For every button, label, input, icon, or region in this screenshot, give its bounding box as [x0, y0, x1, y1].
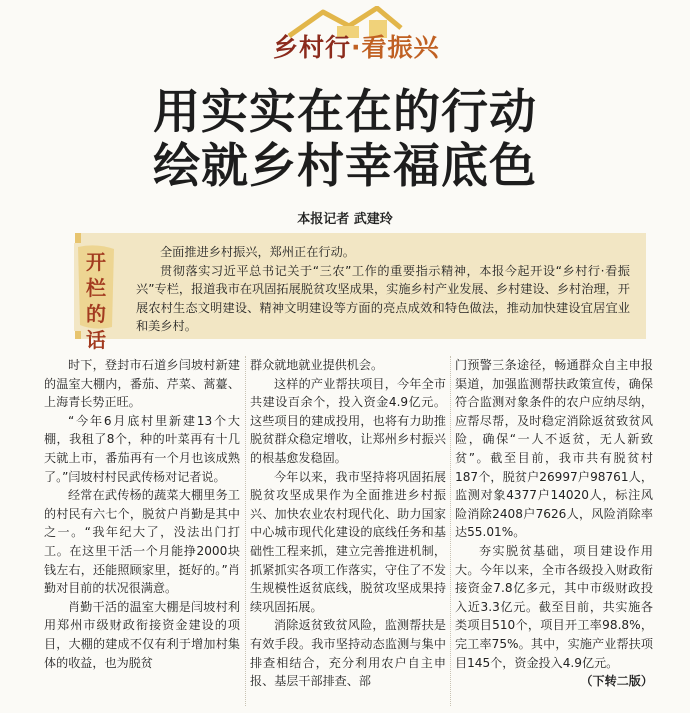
body-paragraph: 肖勤干活的温室大棚是闫坡村利用郑州市级财政衔接资金建设的项目，大棚的建成不仅有利于增加村集体的收益，也为脱贫: [44, 599, 240, 670]
intro-tag: [74, 243, 118, 352]
body-paragraph: [455, 542, 653, 689]
headline-line-1: 用实实在在的行动: [153, 85, 537, 140]
byline: 本报记者 武建玲: [297, 212, 393, 227]
column-divider: [245, 356, 246, 706]
banner-label-part2: 看振兴: [361, 33, 440, 62]
intro-paragraph: 贯彻落实习近平总书记关于“三农”工作的重要指示精神，本报今起开设“乡村行·看振兴”专栏，报道我市在巩固拓展脱贫攻坚成果，实施乡村产业发展、乡村建设、乡村治理，开展农村生态文明建设、精神文明建设等方面的亮点成效和特色做法，推动加快建设宜居宜业和美乡村。: [136, 263, 630, 333]
body-paragraph: 经常在武传杨的蔬菜大棚里务工的村民有六七个，脱贫户肖勤是其中之一。“我年纪大了，没法出门打工。在这里干活一个月能挣2000块钱左右，还能照顾家里，挺好的。”肖勤对目前的状况很满意。: [44, 488, 240, 596]
body-column-2: [250, 356, 446, 691]
column-divider: [450, 356, 451, 706]
intro-tag-label: 开栏的话: [86, 250, 106, 352]
continued-note[interactable]: （下转二版）: [580, 674, 653, 689]
body-paragraph-text: 夯实脱贫基础，项目建设作用大。今年以来，全市各级投入财政衔接资金7.8亿多元，其中市级财政投入近3.3亿元。截至目前，共实施各类项目510个，项目开工率98.8%，完工率75%。其中，实施产业帮扶项目145个，资金投入4.9亿元。: [455, 543, 653, 670]
body-paragraph: 群众就地就业提供机会。: [250, 358, 384, 372]
intro-text: [136, 243, 630, 336]
body-paragraph: 门预警三条途径，畅通群众自主申报渠道，加强监测帮扶政策宣传，确保符合监测对象条件的农户应纳尽纳，应帮尽帮，及时稳定消除返贫致贫风险，确保“一人不返贫，无人新致贫”。截至目前，我市共有脱贫村187个，脱贫户26997户98761人，监测对象4377户14020人，标注风险消除2408户7626人，风险消除率达55.01%。: [455, 358, 653, 540]
body-paragraph: 时下，登封市石道乡闫坡村新建的温室大棚内，番茄、芹菜、蒿薹、上海青长势正旺。: [44, 358, 240, 410]
body-paragraph: 这样的产业帮扶项目，今年全市共建设百余个，投入资金4.9亿元。这些项目的建成投用，也将有力助推脱贫群众稳定增收，让郑州乡村振兴的根基愈发稳固。: [250, 376, 446, 465]
headline: [60, 86, 630, 194]
headline-line-2: 绘就乡村幸福底色: [153, 139, 537, 194]
intro-paragraph: 全面推进乡村振兴，郑州正在行动。: [160, 245, 355, 259]
column-banner-label: [273, 28, 443, 64]
body-column-1: [44, 356, 240, 672]
column-banner: [255, 6, 455, 76]
body-paragraph: “今年6月底村里新建13个大棚，我租了8个，种的叶菜再有十几天就上市，番茄再有一个月也该成熟了。”闫坡村村民武传杨对记者说。: [44, 413, 240, 484]
body-column-3: [455, 356, 653, 691]
body-paragraph: 消除返贫致贫风险，监测帮扶是有效手段。我市坚持动态监测与集中排查相结合，充分利用农户自主申报、基层干部排查、部: [250, 618, 446, 689]
banner-label-part1: 乡村行: [273, 33, 352, 62]
banner-separator: ·: [351, 33, 362, 62]
body-paragraph: 今年以来，我市坚持将巩固拓展脱贫攻坚成果作为全面推进乡村振兴、加快农业农村现代化、助力国家中心城市现代化建设的底线任务和基础性工程来抓，建立完善推进机制，抓紧抓实各项工作落实，守住了不发生规模性返贫底线，脱贫攻坚成果持续巩固拓展。: [250, 469, 446, 614]
